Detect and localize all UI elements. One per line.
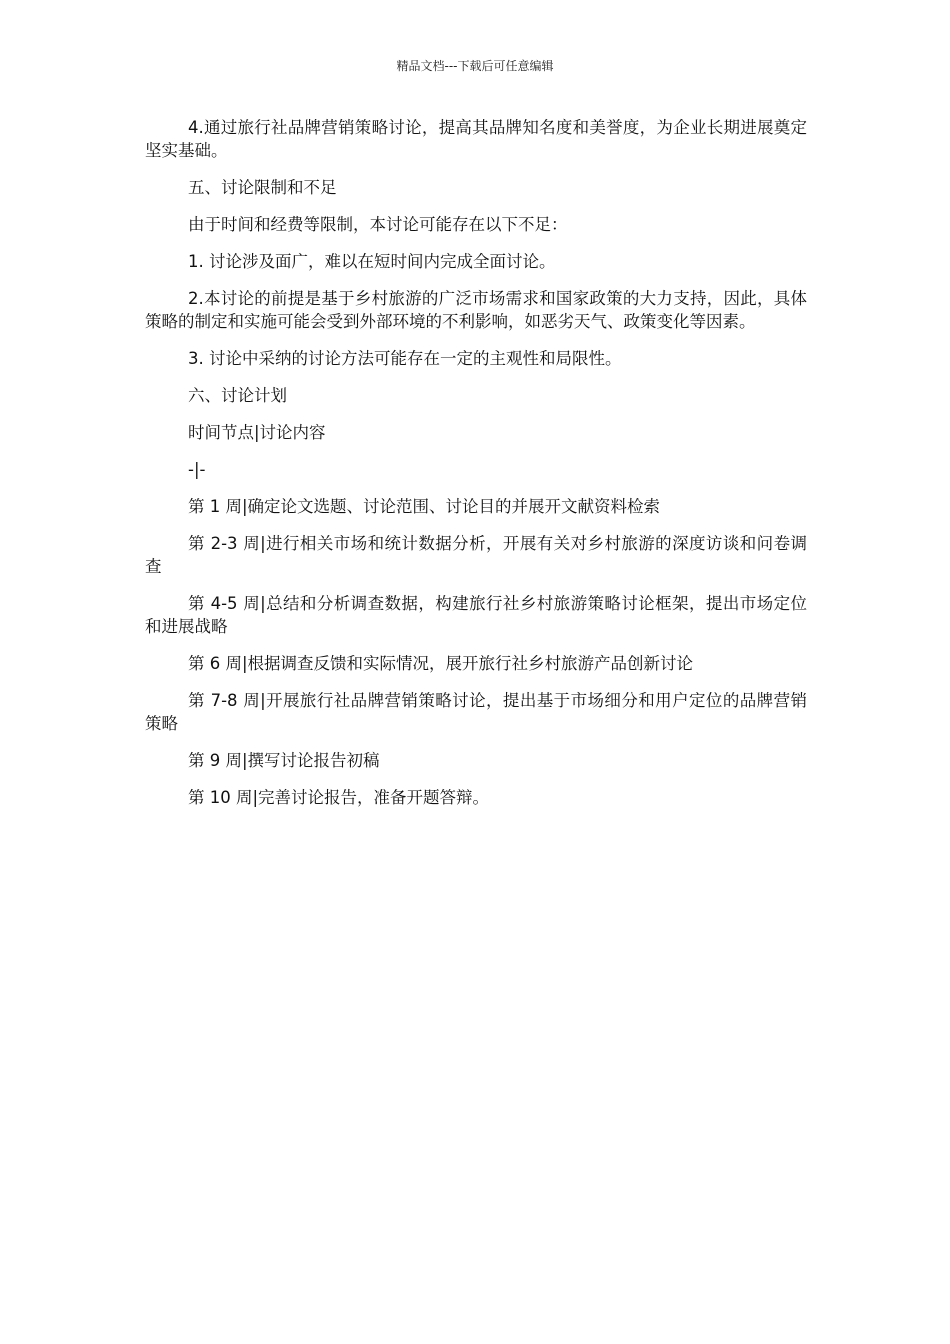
schedule-table-header: 时间节点|讨论内容 — [188, 423, 326, 442]
section-heading: 五、讨论限制和不足 — [188, 178, 337, 197]
paragraph: 4.通过旅行社品牌营销策略讨论，提高其品牌知名度和美誉度，为企业长期进展奠定坚实基础。 — [145, 118, 807, 160]
schedule-row: 第 6 周|根据调查反馈和实际情况，展开旅行社乡村旅游产品创新讨论 — [188, 654, 694, 673]
section-heading: 六、讨论计划 — [188, 386, 287, 405]
schedule-row: 第 1 周|确定论文选题、讨论范围、讨论目的并展开文献资料检索 — [188, 497, 661, 516]
schedule-row: 第 7-8 周|开展旅行社品牌营销策略讨论，提出基于市场细分和用户定位的品牌营销策略 — [145, 691, 807, 733]
list-item: 1. 讨论涉及面广，难以在短时间内完成全面讨论。 — [188, 252, 556, 271]
document-body — [145, 116, 807, 823]
schedule-table-separator: -|- — [188, 460, 206, 479]
schedule-row: 第 4-5 周|总结和分析调查数据，构建旅行社乡村旅游策略讨论框架，提出市场定位和进展战略 — [145, 594, 807, 636]
list-item: 2.本讨论的前提是基于乡村旅游的广泛市场需求和国家政策的大力支持，因此，具体策略的制定和实施可能会受到外部环境的不利影响，如恶劣天气、政策变化等因素。 — [145, 289, 807, 331]
paragraph: 由于时间和经费等限制，本讨论可能存在以下不足： — [188, 215, 568, 234]
schedule-row: 第 2-3 周|进行相关市场和统计数据分析，开展有关对乡村旅游的深度访谈和问卷调查 — [145, 534, 807, 576]
schedule-row: 第 10 周|完善讨论报告，准备开题答辩。 — [188, 788, 490, 807]
list-item: 3. 讨论中采纳的讨论方法可能存在一定的主观性和局限性。 — [188, 349, 622, 368]
page-header: 精品文档---下载后可任意编辑 — [396, 59, 554, 73]
schedule-row: 第 9 周|撰写讨论报告初稿 — [188, 751, 380, 770]
